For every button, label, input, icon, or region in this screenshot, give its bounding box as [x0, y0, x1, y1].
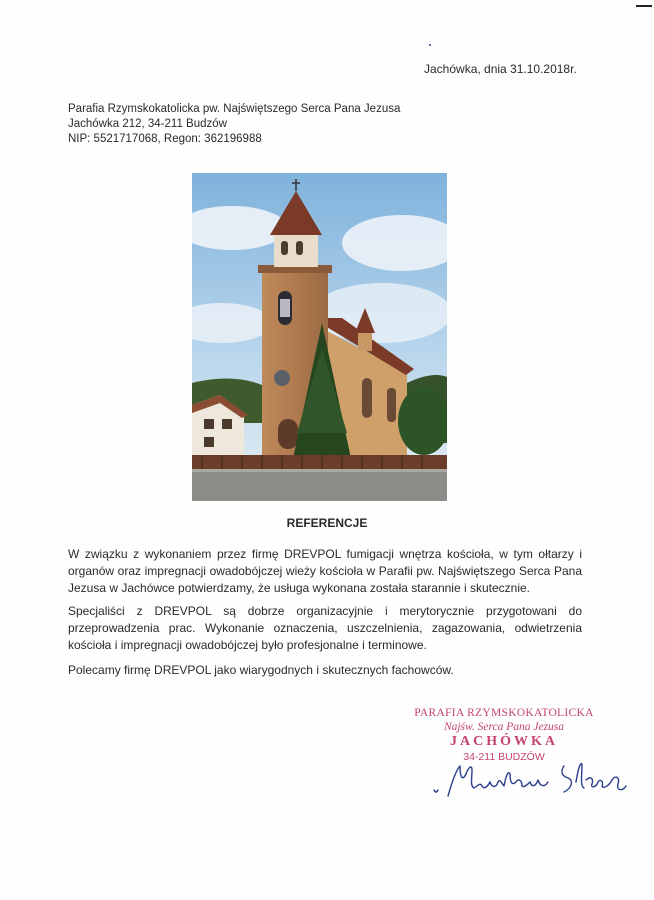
paragraph-2: Specjaliści z DREVPOL są dobrze organizacyjnie i merytorycznie przygotowani do przeprowadzenia prac. Wykonanie oznaczenia, uszczelnienia, zagazowania, odwietrzenia kościoła i impregnacji owadobójczej było profesjonalne i terminowe. — [68, 604, 582, 652]
stamp-line-2: Najśw. Serca Pana Jezusa — [443, 721, 565, 733]
paragraph-3: Polecamy firmę DREVPOL jako wiarygodnych i skutecznych fachowców. — [68, 663, 454, 677]
stamp-line-4: 34-211 BUDZÓW — [463, 751, 545, 763]
sender-tax-ids: NIP: 5521717068, Regon: 362196988 — [68, 133, 262, 145]
sender-address: Jachówka 212, 34-211 Budzów — [68, 118, 227, 130]
church-photo — [192, 173, 447, 501]
ink-dot — [429, 44, 431, 46]
sender-block — [68, 102, 400, 147]
scan-edge-mark — [636, 5, 652, 7]
handwritten-signature — [426, 752, 636, 810]
stamp-line-1: PARAFIA RZYMSKOKATOLICKA — [414, 707, 594, 719]
document-heading: REFERENCJE — [286, 516, 368, 530]
sender-name: Parafia Rzymskokatolicka pw. Najświętszego Serca Pana Jezusa — [68, 103, 401, 115]
stamp-line-3: JACHÓWKA — [450, 734, 558, 749]
paragraph-1: W związku z wykonaniem przez firmę DREVPOL fumigacji wnętrza kościoła, w tym ołtarzy i organów oraz impregnacji owadobójczej wieży kościoła w Parafii pw. Najświętszego Serca Pana Jezusa w Jachówce potwierdzamy, że usługa wykonana została starannie i skutecznie. — [68, 547, 582, 595]
date-line: Jachówka, dnia 31.10.2018r. — [424, 62, 577, 76]
